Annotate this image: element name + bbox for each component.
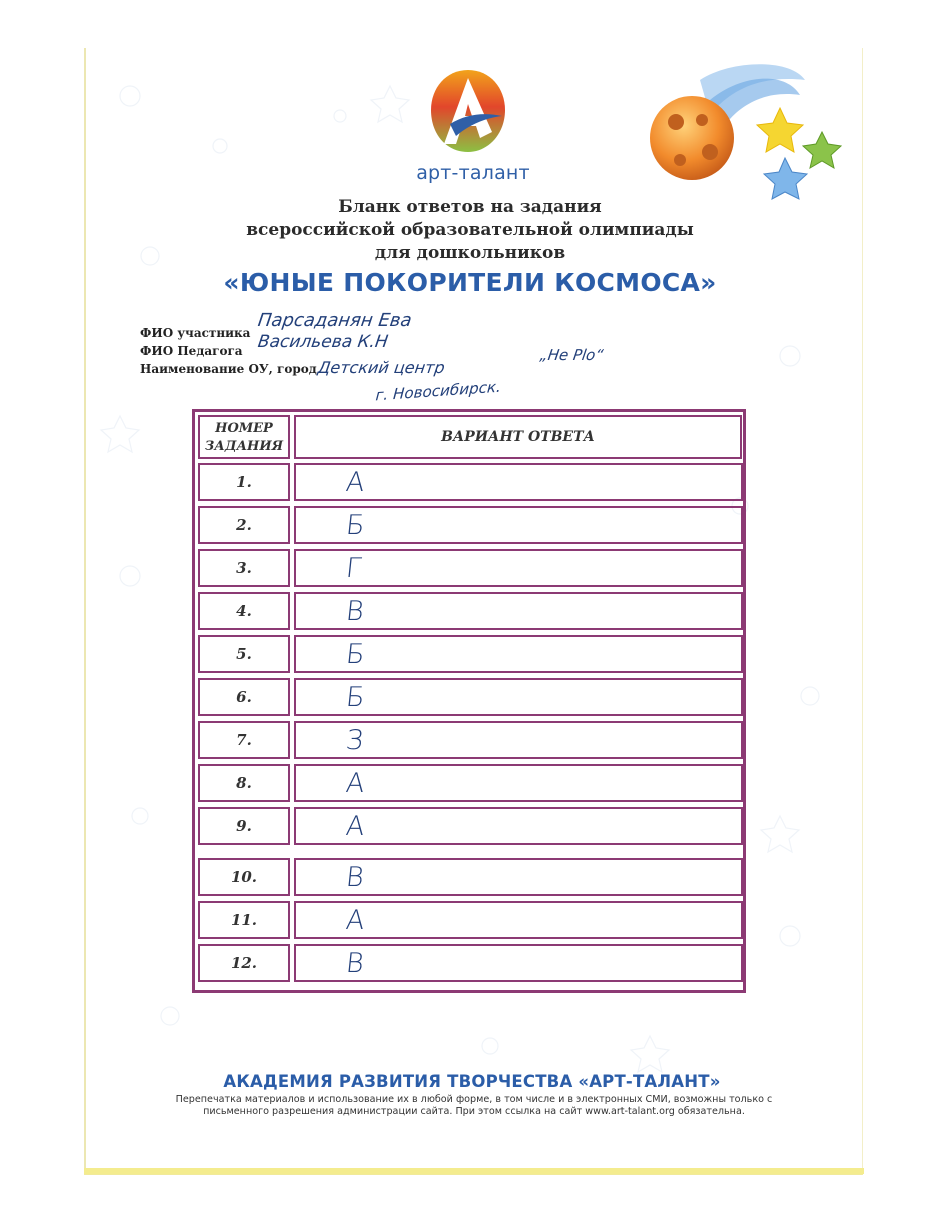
answer-cell <box>294 463 743 501</box>
answer-value: В <box>344 596 366 627</box>
answer-cell <box>294 901 743 939</box>
answer-value: Б <box>344 639 367 670</box>
art-talant-logo-icon <box>428 66 508 156</box>
task-number-cell: 11. <box>198 901 290 939</box>
task-number-cell: 4. <box>198 592 290 630</box>
teacher-value: Васильева К.Н <box>256 332 390 352</box>
answer-value: Б <box>344 510 367 541</box>
column-header-task-number <box>198 415 290 459</box>
copyright-notice <box>160 1094 788 1118</box>
task-number-cell: 2. <box>198 506 290 544</box>
organization-label: Наименование ОУ, город <box>140 362 317 376</box>
table-row <box>198 901 743 939</box>
teacher-label: ФИО Педагога <box>140 344 243 358</box>
task-number-cell: 9. <box>198 807 290 845</box>
answer-cell <box>294 506 743 544</box>
form-title <box>160 196 780 265</box>
answer-value: В <box>344 948 366 979</box>
participant-label: ФИО участника <box>140 326 251 340</box>
task-number-cell: 12. <box>198 944 290 982</box>
answer-cell <box>294 721 743 759</box>
organization-value-quote: „Не Рlo“ <box>538 346 605 364</box>
table-row <box>198 592 743 630</box>
task-number-cell: 10. <box>198 858 290 896</box>
table-row <box>198 858 743 896</box>
table-row <box>198 549 743 587</box>
task-number-cell: 6. <box>198 678 290 716</box>
task-number-cell: 3. <box>198 549 290 587</box>
title-line-2: всероссийской образовательной олимпиады <box>246 220 694 240</box>
scan-yellow-edge <box>84 1168 864 1174</box>
task-number-cell: 1. <box>198 463 290 501</box>
table-row <box>198 721 743 759</box>
answer-cell <box>294 944 743 982</box>
answer-cell <box>294 807 743 845</box>
table-row <box>198 635 743 673</box>
table-row <box>198 944 743 982</box>
answer-cell <box>294 549 743 587</box>
answer-cell <box>294 592 743 630</box>
header-task-word: ЗАДАНИЯ <box>204 439 284 454</box>
task-number-cell: 5. <box>198 635 290 673</box>
answers-table <box>192 409 746 993</box>
answer-value: Б <box>344 682 367 713</box>
logo-text: арт-талант <box>416 162 530 184</box>
academy-name: АКАДЕМИЯ РАЗВИТИЯ ТВОРЧЕСТВА «АРТ-ТАЛАНТ» <box>223 1072 721 1091</box>
organization-value-line2: г. Новосибирск. <box>374 377 502 405</box>
answer-value: А <box>344 467 367 498</box>
copyright-line-1: Перепечатка материалов и использование их в любой форме, в том числе и в электронных СМИ, возможны только с <box>175 1094 773 1105</box>
table-row <box>198 463 743 501</box>
table-row <box>198 807 743 845</box>
organization-value-line1: Детский центр <box>316 358 447 377</box>
answer-cell <box>294 678 743 716</box>
participant-value: Парсаданян Ева <box>256 310 413 331</box>
answer-value: Г <box>344 553 363 584</box>
olympiad-title: «ЮНЫЕ ПОКОРИТЕЛИ КОСМОСА» <box>223 268 717 297</box>
answer-cell <box>294 764 743 802</box>
answer-value: А <box>344 905 367 936</box>
task-number-cell: 7. <box>198 721 290 759</box>
column-header-answer: ВАРИАНТ ОТВЕТА <box>294 415 742 459</box>
title-line-3: для дошкольников <box>374 243 566 263</box>
table-row <box>198 506 743 544</box>
answer-cell <box>294 858 743 896</box>
table-row <box>198 678 743 716</box>
answer-value: З <box>344 725 365 756</box>
copyright-line-2: письменного разрешения администрации сайта. При этом ссылка на сайт www.art-talant.org обязательна. <box>203 1106 745 1117</box>
answer-cell <box>294 635 743 673</box>
answer-value: А <box>344 768 367 799</box>
planet-stars-illustration-icon <box>640 60 850 210</box>
header-number-word: НОМЕР <box>215 421 273 436</box>
title-line-1: Бланк ответов на задания <box>338 197 602 217</box>
answer-value: В <box>344 862 366 893</box>
answer-value: А <box>344 811 367 842</box>
task-number-cell: 8. <box>198 764 290 802</box>
table-row <box>198 764 743 802</box>
